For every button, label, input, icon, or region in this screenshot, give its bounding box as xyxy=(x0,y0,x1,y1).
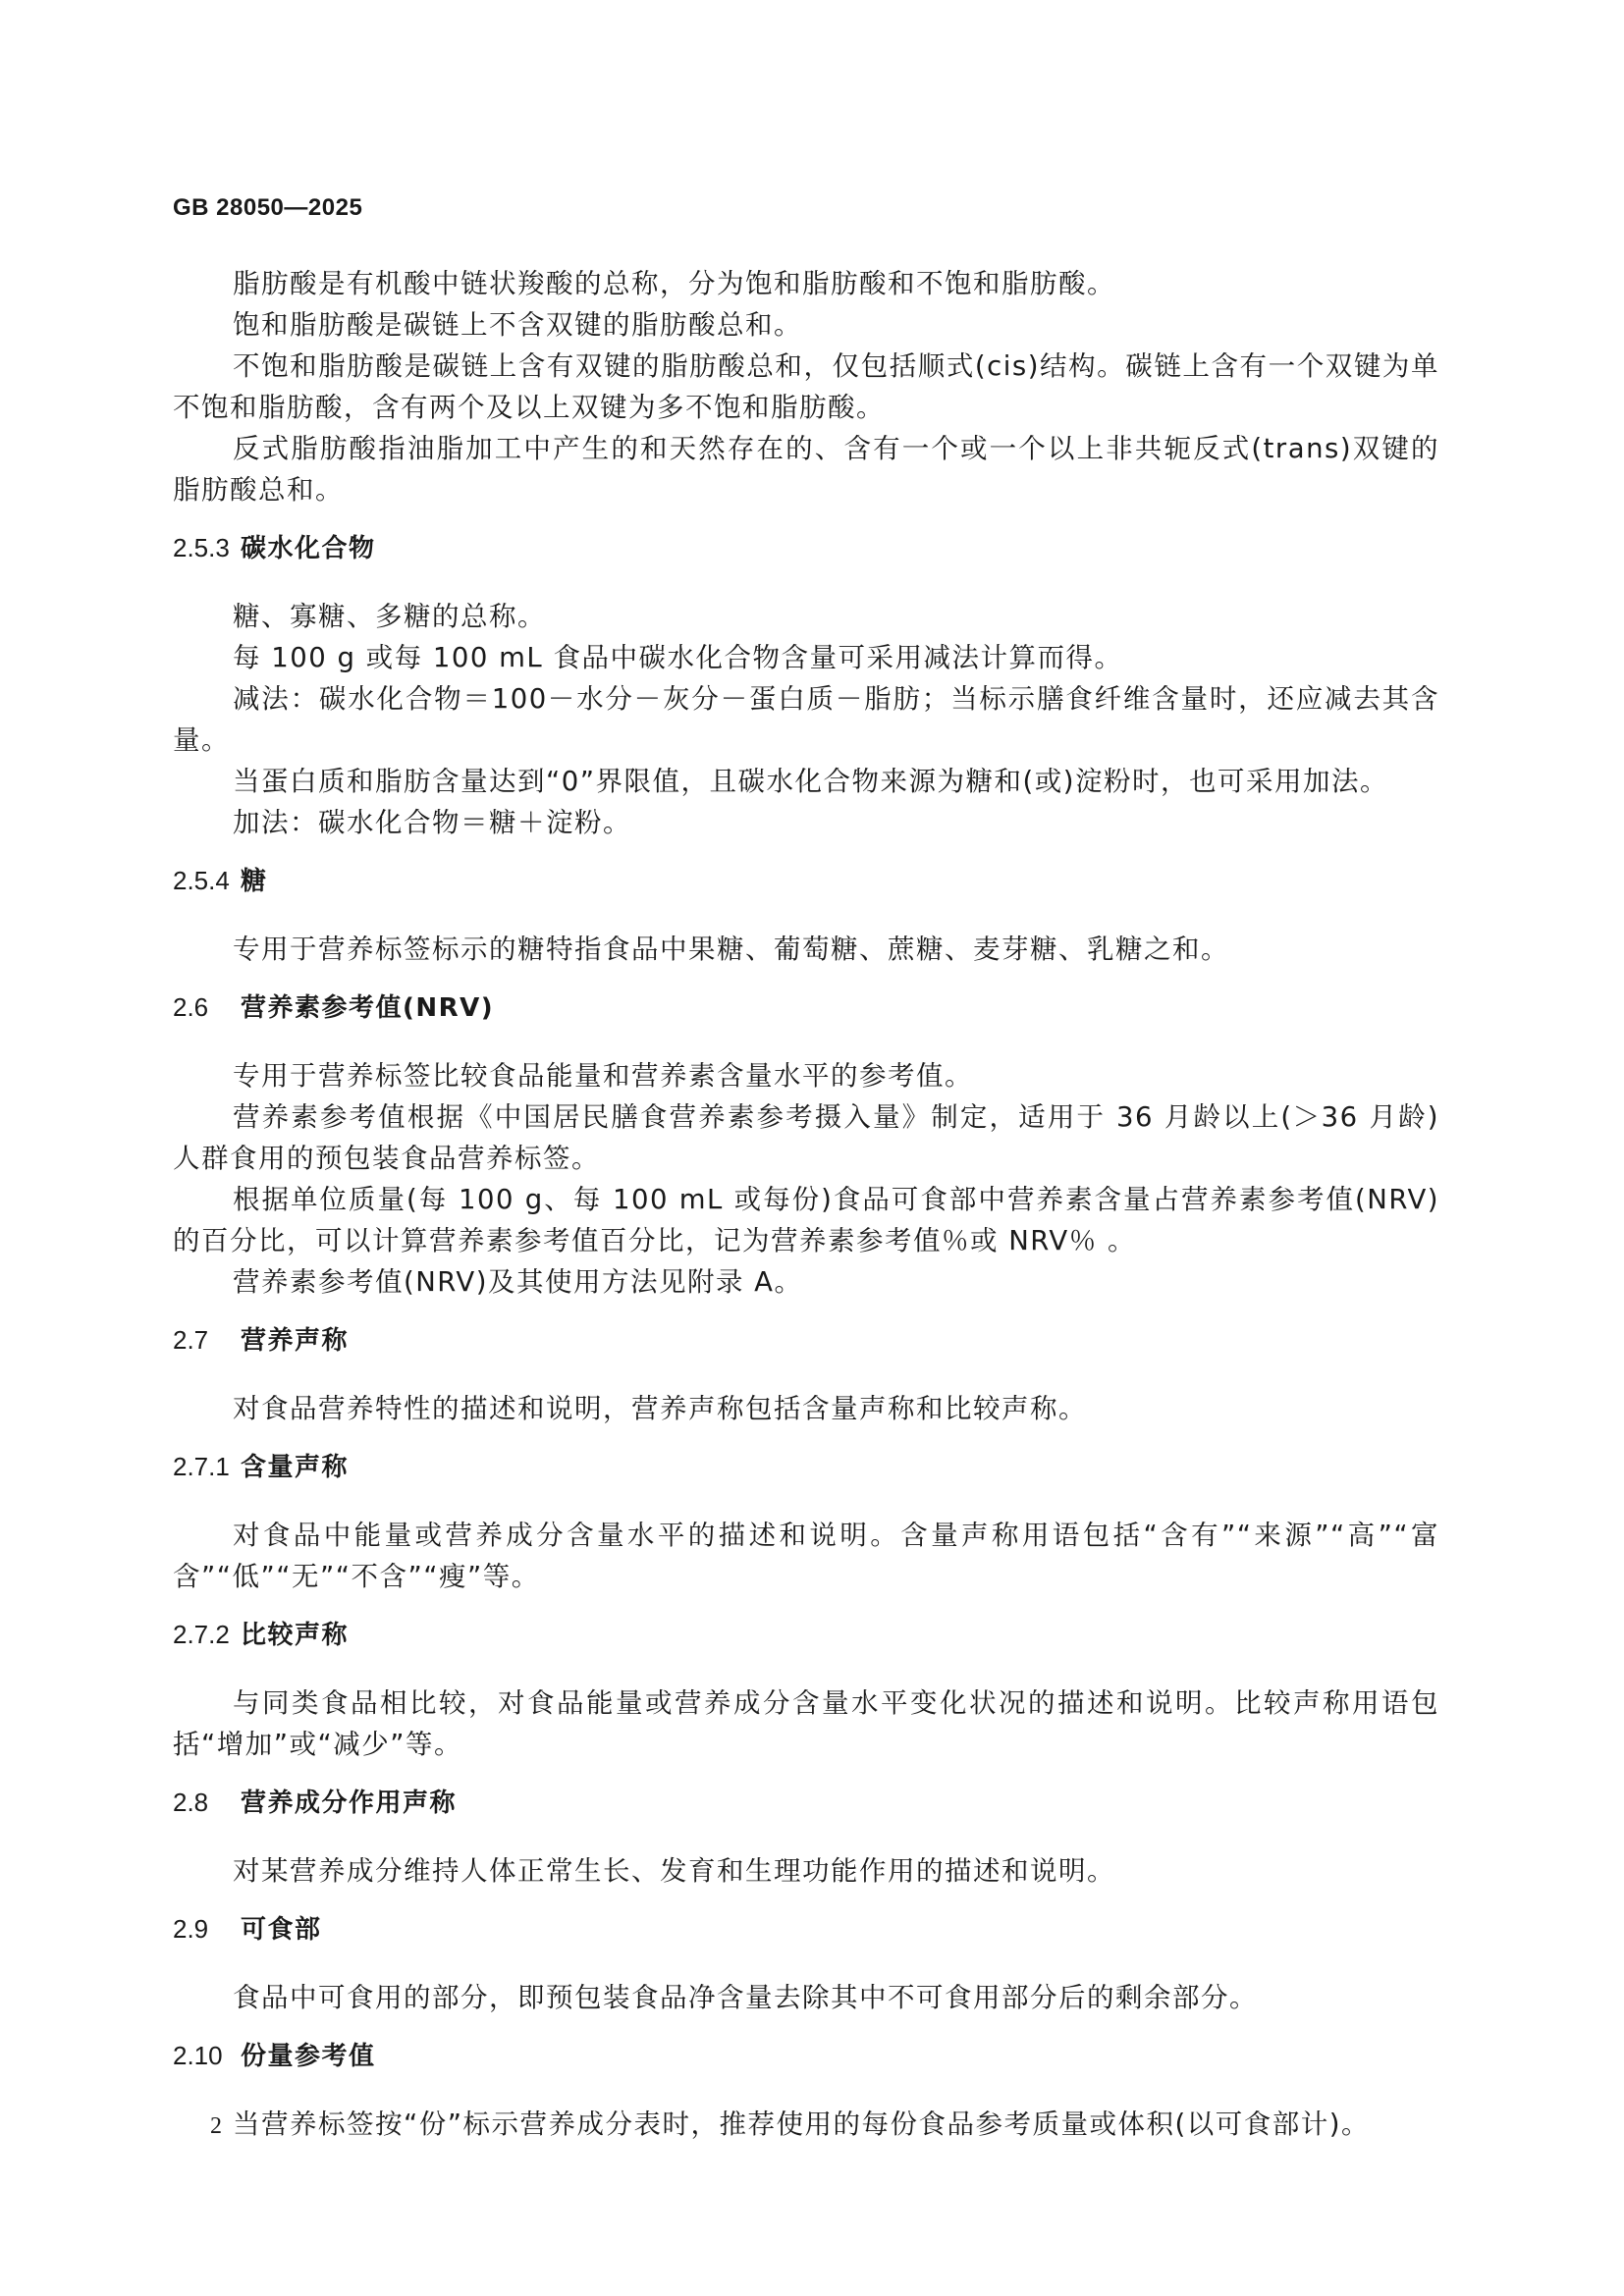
paragraph: 脂肪酸是有机酸中链状羧酸的总称，分为饱和脂肪酸和不饱和脂肪酸。 xyxy=(233,268,1115,299)
section-2-7-1 xyxy=(173,1446,1439,1597)
paragraph: 不饱和脂肪酸是碳链上含有双键的脂肪酸总和，仅包括顺式(cis)结构。碳链上含有一个双键为单不饱和脂肪酸，含有两个及以上双键为多不饱和脂肪酸。 xyxy=(173,350,1439,423)
section-title: 含量声称 xyxy=(241,1453,350,1482)
section-title: 碳水化合物 xyxy=(241,534,376,563)
section-heading xyxy=(173,1446,1439,1488)
paragraph: 对某营养成分维持人体正常生长、发育和生理功能作用的描述和说明。 xyxy=(233,1855,1115,1887)
section-number: 2.10 xyxy=(173,2041,223,2070)
paragraph: 根据单位质量(每 100 g、每 100 mL 或每份)食品可食部中营养素含量占营养素参考值(NRV)的百分比，可以计算营养素参考值百分比，记为营养素参考值％或 NRV％ 。 xyxy=(173,1184,1439,1256)
document-body xyxy=(173,263,1439,2145)
section-2-8 xyxy=(173,1782,1439,1892)
section-title: 营养成分作用声称 xyxy=(241,1789,458,1818)
section-2-7-2 xyxy=(173,1614,1439,1765)
paragraph: 专用于营养标签比较食品能量和营养素含量水平的参考值。 xyxy=(233,1060,973,1092)
paragraph: 当营养标签按“份”标示营养成分表时，推荐使用的每份食品参考质量或体积(以可食部计)。 xyxy=(233,2109,1370,2140)
paragraph: 营养素参考值(NRV)及其使用方法见附录 A。 xyxy=(233,1266,803,1298)
paragraph: 加法：碳水化合物＝糖＋淀粉。 xyxy=(233,807,631,838)
section-heading xyxy=(173,1908,1439,1950)
section-2-5-3 xyxy=(173,527,1439,843)
paragraph: 食品中可食用的部分，即预包装食品净含量去除其中不可食用部分后的剩余部分。 xyxy=(233,1982,1258,2013)
paragraph: 反式脂肪酸指油脂加工中产生的和天然存在的、含有一个或一个以上非共轭反式(trans)双键的脂肪酸总和。 xyxy=(173,433,1439,506)
standard-number: GB 28050—2025 xyxy=(173,194,363,221)
section-heading xyxy=(173,1782,1439,1824)
paragraph: 对食品营养特性的描述和说明，营养声称包括含量声称和比较声称。 xyxy=(233,1393,1087,1424)
page-number: 2 xyxy=(210,2113,222,2139)
paragraph: 对食品中能量或营养成分含量水平的描述和说明。含量声称用语包括“含有”“来源”“高”“富含”“低”“无”“不含”“瘦”等。 xyxy=(173,1520,1439,1592)
section-2-5-4 xyxy=(173,860,1439,970)
paragraph: 与同类食品相比较，对食品能量或营养成分含量水平变化状况的描述和说明。比较声称用语包括“增加”或“减少”等。 xyxy=(173,1687,1439,1760)
section-title: 可食部 xyxy=(241,1915,322,1945)
section-number: 2.9 xyxy=(173,1914,209,1944)
section-heading xyxy=(173,1319,1439,1362)
paragraph: 减法：碳水化合物＝100－水分－灰分－蛋白质－脂肪；当标示膳食纤维含量时，还应减去其含量。 xyxy=(173,683,1439,756)
section-2-10 xyxy=(173,2035,1439,2145)
section-heading xyxy=(173,1614,1439,1656)
section-number: 2.6 xyxy=(173,992,209,1022)
section-title: 比较声称 xyxy=(241,1621,350,1650)
paragraph: 专用于营养标签标示的糖特指食品中果糖、葡萄糖、蔗糖、麦芽糖、乳糖之和。 xyxy=(233,934,1229,965)
section-number: 2.7.2 xyxy=(173,1620,230,1649)
section-number: 2.8 xyxy=(173,1788,209,1817)
sections-container xyxy=(173,527,1439,2145)
section-heading xyxy=(173,527,1439,569)
section-number: 2.5.4 xyxy=(173,866,230,895)
section-heading xyxy=(173,860,1439,902)
paragraph: 饱和脂肪酸是碳链上不含双键的脂肪酸总和。 xyxy=(233,309,802,341)
section-heading xyxy=(173,2035,1439,2077)
section-heading xyxy=(173,987,1439,1029)
section-2-7 xyxy=(173,1319,1439,1429)
section-title: 份量参考值 xyxy=(241,2042,376,2071)
paragraph: 糖、寡糖、多糖的总称。 xyxy=(233,601,546,632)
section-number: 2.5.3 xyxy=(173,533,230,562)
paragraph: 营养素参考值根据《中国居民膳食营养素参考摄入量》制定，适用于 36 月龄以上(＞36 月龄)人群食用的预包装食品营养标签。 xyxy=(173,1101,1439,1174)
paragraph: 当蛋白质和脂肪含量达到“0”界限值，且碳水化合物来源为糖和(或)淀粉时，也可采用加法。 xyxy=(233,766,1388,797)
section-number: 2.7 xyxy=(173,1325,209,1355)
paragraph: 每 100 g 或每 100 mL 食品中碳水化合物含量可采用减法计算而得。 xyxy=(233,642,1123,673)
section-2-9 xyxy=(173,1908,1439,2018)
section-title: 糖 xyxy=(241,867,268,896)
section-title: 营养声称 xyxy=(241,1326,350,1356)
section-number: 2.7.1 xyxy=(173,1452,230,1481)
intro-paragraphs xyxy=(173,263,1439,510)
section-title: 营养素参考值(NRV) xyxy=(241,993,495,1023)
section-2-6 xyxy=(173,987,1439,1303)
